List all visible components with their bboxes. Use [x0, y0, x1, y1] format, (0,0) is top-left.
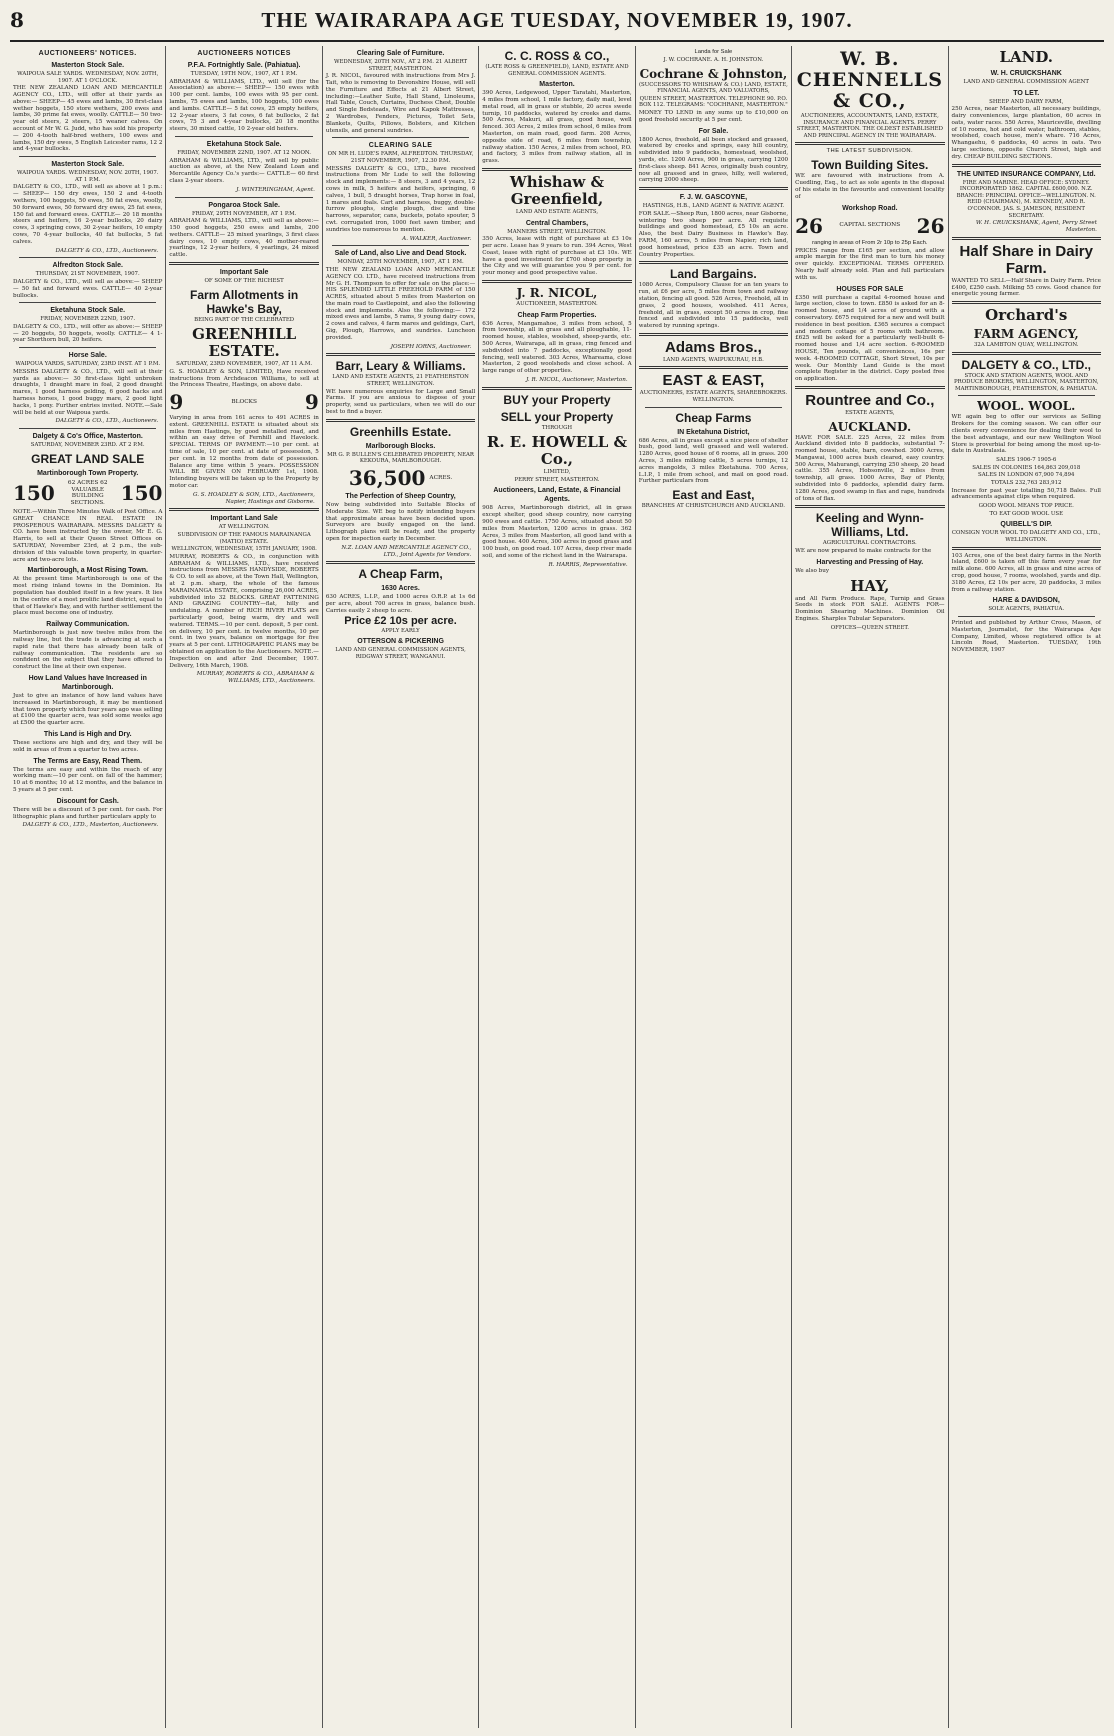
column-2	[166, 46, 322, 1728]
ad-headline: FARM AGENCY,	[973, 327, 1079, 342]
ad-body: WE again beg to offer our services as Selling Brokers for the coming season. We can offer our clients every convenience for dealing their wool to the best advantage, and our new Wellington Wool Store is proverbial for being among the most up-to-date in Australasia.	[951, 414, 1101, 455]
ad-subtitle: HASTINGS, H.B., LAND AGENT & NATIVE AGENT.	[642, 203, 785, 210]
ad-body: 686 Acres, all in grass except a nice piece of shelter bush, good land, well grassed and well watered. 1280 Acres, good house of 6 rooms, all in grass. 200 Acres, 3 miles milking cattle, 5 acres turnips, 12 acres mangolds, 3 miles Eketahuna. 700 Acres, L.I.P., 1 mile from school, and mail on good road. Further particulars from	[638, 437, 789, 485]
ad-body: MONEY TO LEND in any sums up to £10,000 on good freehold security at 5 per cent.	[638, 109, 789, 123]
ad-subtitle: AGRICULTURAL CONTRACTORS.	[822, 540, 917, 547]
column-7	[949, 46, 1104, 1728]
divider	[332, 245, 469, 246]
ad-headline: LAND.	[999, 48, 1054, 66]
firm-name: Rountree and Co.,	[805, 391, 935, 409]
divider	[639, 261, 788, 264]
section-heading: Landa for Sale	[694, 49, 733, 55]
ad-title: P.F.A. Fortnightly Sale. (Pahiatua).	[187, 62, 301, 69]
ad-headline: Workshop Road.	[842, 204, 898, 212]
column-4	[479, 46, 635, 1728]
column-3	[323, 46, 479, 1728]
firm-name: East and East,	[672, 488, 755, 503]
ad-title: Dalgety & Co's Office, Masterton.	[32, 433, 143, 441]
ad-subtitle: ranging in areas of From 2r 10p to 25p Each.	[812, 239, 928, 246]
ad-body: MESSRS DALGETY & CO., LTD., have received instructions from Mr Lude to sell the following stock and implements:— 8 steers, 3 and 4 years, 12 cows in milk, 5 heifers and heifers, springing, 6 calves, 1 bull, 5 draught horses, Trap horse in foal, 1 mares and foals. Cart and harness, buggy, double-furrow ploughs, single plough, disc and tine harrows, separator, cans, buckets, potato spouter, 5 cwt. corrugated iron, 1000 feet sawn timber, and sundries too numerous to mention.	[325, 165, 476, 233]
printer-imprint: Printed and published by Arthur Cross, Mason, of Masterton, Journalist, for the Wairarapa Age Company, Limited, whose registered office is at Lincoln Road, Masterton. TUESDAY, 19th NOVEMBER, 1907	[951, 619, 1101, 654]
masthead	[10, 0, 1104, 42]
ad-agent: DALGETY & CO., LTD., Masterton, Auctioneers.	[22, 822, 159, 829]
ad-body: MURRAY, ROBERTS & CO., in conjunction with ABRAHAM & WILLIAMS, LTD., have received instructions from MESSRS HANDYSIDE, ROBERTS & CO. to sell as above, at the Town Hall, Wellington, at 2 p.m. sharp, the whole of the famous MARAINANGA ESTATE, comprising 26,000 ACRES, subdivided into 32 BLOCKS. GREAT FATTENING AND GRAZING COUNTRY—flat, hilly and undulating. A number of RICH RIVER FLATS are particularly good, being warm, dry and well watered. TERMS.—10 per cent. deposit, 5 per cent. on delivery, 10 per cent. in twelve months, 10 per cent. in two years, balance on mortgage for five years at 5 per cent. LITHOGRAPHIC PLANS may be obtained on application to the Auctioneers. NOTE.—Inspection on and after 2nd December, 1907. Delivery, 16th March, 1908.	[169, 553, 319, 669]
ad-title: Martinborough, a Most Rising Town.	[27, 567, 148, 575]
divider	[326, 561, 475, 564]
firm-name: Cochrane & Johnston,	[639, 66, 788, 81]
divider	[326, 419, 475, 422]
ad-body: 1800 Acres, freehold, all been stocked and grassed, watered by creeks and springs, easy hill country, subdivided into 9 paddocks, homestead, woolshed, yards, etc. 1200 Acres, 900 in grass, carrying 1200 first-class sheep. 841 Acres, originally bush country, now all grassed and in grass, hilly, well watered, carrying 2000 sheep.	[638, 136, 789, 184]
ad-agent: JOSEPH IORNS, Auctioneer.	[390, 343, 472, 350]
ad-subtitle: THROUGH	[541, 424, 573, 431]
ad-headline: Auctioneers, Land, Estate, & Financial Agents.	[493, 487, 621, 504]
ad-title: Masterton Stock Sale.	[51, 62, 125, 69]
ad-headline: Martinborough Town Property.	[37, 469, 139, 477]
ad-subtitle: AUCTIONEER, MASTERTON.	[516, 300, 598, 307]
ad-headline: GREAT LAND SALE	[31, 451, 145, 466]
estate-name: GREENHILL ESTATE.	[192, 325, 297, 361]
ad-body: 636 Acres, Mangamahoe, 3 miles from school, 5 from township, all in grass and all ploughable, 11-roomed house, stables, woolshed, sheep-yards, etc. 500 Acres, Wairarapa, all in grass, ring fenced and subdivided into 7 paddocks, exceptionally good fencing, well watered. 303 Acres, Whareama, close Masterton, 2 good woolsheds and close school. A large range of other properties.	[482, 320, 632, 375]
divider	[958, 616, 1095, 617]
ad-agent: J. WINTERINGHAM, Agent.	[236, 186, 315, 193]
ad-body: FOR SALE.—Sheep Run, 1800 acres, near Gisborne, wintering two sheep per acre. All requisite buildings and good homestead, £5 10s an acre. Also, the best Dairy Business in Hawke's Bay. FARM, 160 acres, 5 miles from Napier; rich land, good homestead, price £35 an acre. Town and Country Properties.	[638, 210, 789, 258]
ad-subtitle: BEING PART OF THE CELEBRATED	[194, 316, 295, 323]
ad-body: 908 Acres, Martinborough district, all in grass except shelter, good sheep country, now carrying 900 ewes and cattle. 1750 Acres, situated about 50 miles from Masterton, 1200 acres in grass. 362 Acres, 3 miles from Masterton, all good land with a good house. 400 Acres, 300 acres in good grass and 100 bush, on good road. 107 Acres, deep river made soil, and some of the richest land in the Wairarapa.	[482, 505, 632, 560]
ad-headline: Masterton.	[539, 81, 575, 89]
ad-title: Important Sale	[219, 268, 269, 276]
ad-body: 103 Acres, one of the best dairy farms in the North Island, £600 is taken off this farm every year for milk alone. 600 Acres, all in grass and nine acres of crop, good house, 7 rooms, woolshed, yards and dip. 3180 Acres, £2 10s per acre, 20 paddocks, 3 miles from a railway station.	[951, 552, 1101, 593]
page-columns	[10, 46, 1104, 1728]
column-6	[792, 46, 948, 1728]
ad-subtitle: LAND AND ESTATE AGENTS, 21 FEATHERSTON STREET, WELLINGTON.	[332, 374, 469, 388]
ad-subtitle: LAND AND GENERAL COMMISSION AGENTS, RIDGWAY STREET, WANGANUI.	[335, 647, 466, 660]
ad-motto: GOOD WOOL MEANS TOP PRICE.	[978, 503, 1074, 510]
firm-name: Orchard's	[985, 306, 1068, 325]
column-5	[636, 46, 792, 1728]
table-row: SALES IN LONDON 67,900 74,894	[978, 472, 1075, 479]
ad-subtitle: CONSIGN YOUR WOOL TO DALGETY AND CO., LTD., WELLINGTON.	[951, 530, 1101, 544]
ad-subtitle: LAND AGENTS, WAIPUKURAU, H.B.	[662, 356, 764, 363]
ad-agent: R. HARRIS, Representative.	[548, 561, 628, 568]
ad-headline: AUCKLAND.	[828, 419, 912, 434]
divider	[332, 137, 469, 138]
divider	[175, 197, 312, 198]
ad-agent: N.Z. LOAN AND MERCANTILE AGENCY CO., LTD., Joint Agents for Vendors.	[341, 544, 472, 558]
blocks-label: BLOCKS	[231, 398, 257, 405]
ad-headline: HOUSES FOR SALE	[836, 285, 904, 293]
sale-date: WELLINGTON, WEDNESDAY, 15TH JANUARY, 1908.	[171, 546, 317, 553]
ad-body: WE are now prepared to make contracts for the	[795, 548, 932, 555]
ad-title: A Cheap Farm,	[358, 567, 443, 582]
ad-title: Horse Sale.	[68, 352, 107, 360]
firm-name: Adams Bros.,	[665, 338, 762, 356]
sections-label: CAPITAL SECTIONS	[839, 222, 901, 229]
divider	[19, 347, 156, 348]
ad-body: ABRAHAM & WILLIAMS, LTD., will sell (for the Association) as above:— SHEEP— 150 ewes with 100 per cent. lambs, 100 ewes with 95 per cent. lambs, 75 ewes and lambs, 100 hoggets, 100 ewes and lambs. CATTLE— 5 fat cows, 25 empty heifers, 12 2-year steers, 3 fat cows, 6 fat bullocks, 2 fat cows, 75 3 and 4-year bullocks, 20 18 months steers, 30 mixed cattle, 10 2-year old heifers.	[169, 78, 319, 133]
ad-subtitle: MANNERS STREET, WELLINGTON.	[507, 228, 607, 235]
ad-title: Important Land Sale	[210, 515, 278, 523]
firm-name: Barr, Leary & Williams.	[335, 359, 466, 374]
divider	[958, 395, 1095, 396]
firm-name: W. H. CRUICKSHANK	[990, 70, 1062, 77]
ad-body: THE NEW ZEALAND LOAN AND MERCANTILE AGENCY CO., LTD., will offer at their yards as above:— SHEEP— 45 ewes and lambs, 30 first-class wether hoggets, 150 store wethers, 200 ewes and lambs, 30 prime fat ewes, woolly. CATTLE— 50 two-year old steers, 2 steers, 15 weaner calves. On account of Mr W. G. Judd, who has sold his property— 200 4-tooth half-bred wethers, 100 ewes and lambs, 150 dry ewes, 5 English Leicester rams, 12 2 and 4-year bullocks.	[13, 85, 163, 153]
ad-body: HAVE FOR SALE. 225 Acres, 22 miles from Auckland divided into 8 paddocks, substantial 7-roomed house, stable, barn, cowshed. 3000 Acres, Mangawai, 1000 acres bush cleared, easy country. 500 Acres, Mahurangi, carrying 250 sheep, 20 head cattle. 355 Acres, Hobsonville, 2 miles from township, all grass. 1000 Acres, Bay of Plenty, subdivided into 6 paddocks, splendid dairy farm. 1280 Acres, good swamp in flax and rape, hundreds of tons of flax.	[795, 434, 945, 502]
acreage-label: ACRES.	[429, 474, 453, 481]
ad-subtitle: WAIPOUA YARDS. WEDNESDAY, NOV. 20TH, 1907. AT 1 P.M.	[16, 170, 159, 183]
firm-name: Whishaw & Greenfield,	[509, 172, 605, 208]
acreage-row	[326, 467, 475, 489]
ad-body: There will be a discount of 5 per cent. for cash. For lithographic plans and further particulars apply to	[13, 806, 163, 820]
divider	[795, 386, 944, 389]
ad-body: Just to give an instance of how land values have increased in Martinborough, it may be mentioned that town property which four years ago was selling at £100 the quarter acre, was sold some weeks ago at £500 the quarter acre.	[13, 692, 163, 727]
divider	[482, 168, 631, 171]
ad-headline: For Sale.	[698, 127, 729, 135]
divider	[19, 257, 156, 258]
divider	[795, 142, 944, 145]
ad-headline: Central Chambers,	[525, 219, 589, 227]
blocks-row	[169, 391, 318, 413]
ad-title: CLEARING SALE	[368, 142, 433, 150]
ad-body: G. S. HOADLEY & SON, LIMITED, Have received instructions from Archdeacon Williams, to sell at the Princess Theatre, Hastings, on above date.	[169, 368, 319, 389]
divider	[175, 136, 312, 137]
ad-subtitle: LAND AND GENERAL COMMISSION AGENT	[963, 79, 1089, 85]
ad-subtitle: MR G. P. BULLEN'S CELEBRATED PROPERTY, NEAR KEKOURA, MARLBOROUGH.	[327, 451, 474, 465]
page-number: 8	[10, 8, 24, 32]
ad-title: Eketahuna Stock Sale.	[50, 307, 126, 315]
ad-body: DALGETY & CO., LTD., will offer as above:— SHEEP— 20 hoggets, 50 hoggets, woolly. CATTLE— 4 1-year Shorthorn bull, 20 heifers.	[13, 323, 163, 344]
ad-title: Masterton Stock Sale.	[51, 161, 125, 169]
sections-number: 26	[795, 213, 823, 238]
ad-body: ABRAHAM & WILLIAMS, LTD., will sell by public auction as above, at the New Zealand Loan and Mercantile Agency Co.'s yards:— CATTLE— 60 first class 2-year steers.	[169, 157, 319, 184]
divider	[645, 407, 782, 408]
ad-title: Clearing Sale of Furniture.	[356, 50, 445, 57]
divider	[952, 352, 1101, 355]
divider	[326, 353, 475, 356]
ad-subtitle: AT WELLINGTON.	[218, 524, 270, 531]
acreage-number: 150	[13, 481, 55, 506]
section-heading: AUCTIONEERS NOTICES	[197, 50, 291, 57]
ad-subtitle: SATURDAY, NOVEMBER 23RD. AT 2 P.M.	[30, 442, 145, 449]
ad-body: DALGETY & CO., LTD., will sell as above:— SHEEP— 50 fat and forward ewes. CATTLE— 40 2-year bullocks.	[13, 278, 163, 299]
ad-subtitle: WAIPOUA SALE YARDS. WEDNESDAY, NOV. 20TH, 1907. AT 1 O'CLOCK.	[17, 71, 159, 84]
divider	[639, 333, 788, 336]
ad-subtitle: BRANCHES AT CHRISTCHURCH AND AUCKLAND.	[641, 503, 786, 510]
firm-name: Keeling and Wynn-Williams, Ltd.	[815, 511, 924, 540]
divider	[952, 237, 1101, 240]
ad-agent: W. H. CRUICKSHANK, Agent, Perry Street Masterton.	[975, 220, 1097, 233]
firm-name: EAST & EAST,	[662, 372, 765, 390]
divider	[639, 366, 788, 369]
ad-body: DALGETY & CO., LTD., will sell as above at 1 p.m.:— SHEEP— 150 dry ewes, 150 2 and 4-tooth wethers, 100 hoggets, 50 ewes, 50 fat ewes, woolly, 50 forward ewes, 50 forward dry ewes, 25 fat ewes, 150 fat and forward ewes. CATTLE— 20 18 months steers and heifers, 16 2-year bullocks, 20 dairy cows, 3 springing cows, 30 2-year heifers, 10 empty cows, 70 4-year bullocks, 40 fat bullocks, 5 fat calves.	[13, 184, 163, 245]
table-header: SALES 1906-7 1905-6	[996, 457, 1057, 464]
divider	[19, 156, 156, 157]
ad-body: 630 ACRES, L.I.P., and 1000 acres O.R.P. at 1s 6d per acre, about 700 acres in grass, balance bush. Carries easily 2 sheep to acre.	[325, 594, 476, 614]
ad-title: How Land Values have Increased in Martinborough.	[28, 674, 147, 691]
ad-body: NOTE.—Within Three Minutes Walk of Post Office. A GREAT CHANCE IN REAL ESTATE IN PROSPEROUS WAIRARAPA. MESSRS DALGETY & CO. have been instructed by the owner, Mr E. G. Harris, to sell at their Queen Street Offices on SATURDAY, November 23rd, at 2 p.m., the sub-division of this valuable town property, in quarter-acre and two-acre lots.	[13, 509, 163, 563]
sections-row	[795, 215, 944, 237]
ad-subtitle: LIMITED,	[543, 469, 571, 476]
acreage-number: 36,500	[348, 466, 426, 491]
ad-title: Alfredton Stock Sale.	[52, 262, 123, 270]
ad-headline: HAY,	[850, 576, 890, 595]
ad-title: Greenhills Estate.	[349, 424, 452, 439]
ad-subtitle: ON MR H. LUDE'S FARM, ALFREDTON. THURSDAY, 21ST NOVEMBER, 1907, 12.30 P.M.	[327, 151, 474, 164]
ad-agent: G. S. HOADLEY & SON, LTD., Auctioneers, Napier, Hastings and Gisborne.	[192, 491, 315, 505]
ad-agent: OFFICES—QUEEN STREET.	[830, 624, 909, 631]
ad-price: Price £2 10s per acre.	[344, 614, 457, 627]
ad-title: This Land is High and Dry.	[43, 730, 132, 738]
ad-body: £350 will purchase a capital 4-roomed house and large section, close to town. £850 is asked for an 8-roomed house, and 1/4 acres of ground with a conservatory. £675 required for a new and well built residence in best position. £365 secures a compact and modern cottage of 5 rooms with bathroom. £625 will be asked for a particularly well-built 6-roomed house and 1/4 acre section. 6-ROOMED HOUSE, Ten pounds, all conveniences, 16s per week. 4-ROOMED COTTAGE, Short Street, 10s per week. Our Monthly Land Guide is the most complete Register in the district. Copy posted free on application.	[795, 294, 945, 383]
ad-subtitle: PERRY STREET, MASTERTON.	[514, 476, 600, 483]
firm-name: HARE & DAVIDSON,	[992, 597, 1060, 605]
ad-headline: SELL your Property	[500, 409, 614, 424]
ad-body: 1080 Acres, Compulsory Clause for an ten years to run, at £6 per acre, 5 miles from town and railway station, fencing all good. 526 Acres, Freehold, all in grass, 2 good houses, woolshed. 411 Acres, freehold, all in grass, except 50 acres in crop, fine fenced and subdivided into 15 paddocks, well watered by running springs.	[638, 282, 789, 330]
ad-body: PRICES range from £165 per section, and allow ample margin for the first man to turn his money over quickly. EXCEPTIONAL TERMS OFFERED. Nearly half already sold. Plan and full particulars with us.	[795, 247, 945, 281]
ad-subtitle: FRIDAY, NOVEMBER 22ND, 1907. AT 12 NOON.	[177, 149, 311, 156]
ad-headline: Land Bargains.	[670, 267, 757, 282]
column-1	[10, 46, 166, 1728]
ad-body: 350 Acres, lease with right of purchase at £3 10s per acre. Lease has 9 years to run. 394 Acres, West Coast, lease with right of purchase at £3 10s. WE have a good investment for £700 shop property in the City and we will guarantee you 9 per cent. for your money and good prospective value.	[482, 236, 632, 277]
ad-headline: Farm Allotments in Hawke's Bay,	[190, 287, 299, 316]
ad-title: The Terms are Easy, Read Them.	[33, 757, 143, 765]
ad-body: 390 Acres, Ledgewood, Upper Taratahi, Masterton, 4 miles from school, 1 mile factory, daily mail, level metal road, all in grass or stubble, 20 acres swede turnip, 10 paddocks, watered by creeks and dams. 500 Acres, Makuri, all grass, good house, well fenced. 303 Acres, 2 miles from school, 6 miles from Masterton, on main road, good farm. 208 Acres, opposite side of road, 6 miles from township, railway station. 150 Acres, 2 miles from school, P.O. and factory, 3 miles from railway station, all in grass.	[482, 90, 632, 165]
divider	[19, 428, 156, 429]
table-row: TOTALS 232,763 283,912	[990, 480, 1062, 487]
divider	[482, 387, 631, 390]
divider	[952, 301, 1101, 304]
ad-subtitle: TO EAT GOOD WOOL USE	[989, 510, 1064, 517]
ad-subtitle: ESTATE AGENTS,	[845, 409, 895, 416]
firm-name: OTTERSON & PICKERING	[357, 638, 444, 646]
ad-body: J. R. NICOL, favoured with instructions from Mrs J. Tait, who is removing to Devonshire House, will sell the Furniture and Effects at 21 Albert Street, including:—Leather Suite, Hall Stand, Linoleums, Hall Table, Couch, Curtains, Duchess Chest, Double and Single Bedsteads, Wire and Kapok Mattresses, 2 Wardrobes, Fenders, Pictures, Toilet Sets, Blankets, Quilts, Pillows, Bolsters, and Kitchen utensils, and general sundries.	[325, 73, 476, 134]
ad-subtitle: THURSDAY, 21ST NOVEMBER, 1907.	[35, 271, 140, 278]
firm-name: DALGETY & CO., LTD.,	[961, 357, 1092, 372]
ad-title: Sale of Land, also Live and Dead Stock.	[334, 250, 467, 258]
ad-headline: Marlborough Blocks.	[365, 442, 436, 450]
ad-subtitle: (LATE ROSS & GREENFIELD), LAND, ESTATE AND GENERAL COMMISSION AGENTS.	[485, 64, 629, 77]
ad-headline: Town Building Sites.	[811, 158, 929, 173]
ad-subtitle: LAND AND ESTATE AGENTS,	[515, 208, 599, 215]
ad-address: QUEEN STREET, MASTERTON. TELEPHONE 90. P.O. BOX 112. TELEGRAMS: "COCHRANE, MASTERTON."	[639, 95, 788, 109]
ad-subtitle: THE LATEST SUBDIVISION.	[826, 148, 914, 155]
ad-agent: A. WALKER, Auctioneer.	[402, 235, 472, 242]
ad-headline: WOOL. WOOL.	[977, 399, 1076, 414]
ad-subtitle: AUCTIONEERS, ACCOUNTANTS, LAND, ESTATE, INSURANCE AND FINANCIAL AGENTS. PERRY STREET, MASTERTON. THE OLDEST ESTABLISHED AND PRINCIPAL AGENCY IN THE WAIRARAPA.	[796, 113, 943, 139]
ad-body: We also buy	[795, 567, 829, 574]
ad-body: WANTED TO SELL—Half Share in Dairy Farm. Price £400, £250 cash. Milking 55 cows. Good chance for energetic young farmer.	[951, 277, 1101, 298]
ad-subtitle: SOLE AGENTS, PAHIATUA.	[988, 606, 1065, 613]
firm-name: THE UNITED INSURANCE COMPANY, Ltd.	[956, 170, 1096, 178]
blocks-number: 9	[304, 390, 319, 415]
sale-date: SATURDAY, 23RD NOVEMBER, 1907, AT 11 A.M.	[176, 361, 313, 368]
firm-name: W. B. CHENNELLS & CO.,	[796, 48, 943, 112]
ad-subtitle: OF SOME OF THE RICHEST	[204, 277, 284, 284]
divider	[952, 547, 1101, 550]
ad-agent: J. R. NICOL, Auctioneer, Masterton.	[526, 376, 628, 383]
ad-body: Martinborough is just now twelve miles from the railway line, but the trade is advancing at such a rapid rate that there has already been talk of railway communication. The residents are so confident on the subject that they have offered to construct the line at their own expense.	[13, 630, 163, 671]
firm-name: C. C. ROSS & CO.,	[504, 49, 610, 63]
ad-subtitle: AUCTIONEERS, ESTATE AGENTS, SHAREBROKERS. WELLINGTON.	[639, 390, 788, 404]
ad-headline: Cheap Farm Properties.	[517, 311, 597, 319]
ad-subtitle: STOCK AND STATION AGENTS, WOOL AND PRODUCE BROKERS, WELLINGTON, MASTERTON, MARTINBOROUGH, FEATHERSTON, & PAHIATUA.	[954, 372, 1099, 392]
ad-body: Now being subdivided into Suitable Blocks of Moderate Size. WE beg to notify intending buyers that approximate areas have been decided upon. Surveyors are busily engaged on the land. Lithograph plans will be ready, and the property open for inspection early in December.	[325, 502, 476, 543]
ad-agent: DALGETY & CO., LTD., Auctioneers.	[55, 247, 159, 254]
ad-body: MESSRS DALGETY & CO., LTD., will sell at their yards as above:— 30 first-class light unbroken draughts, 1 draught mare in foal, 2 good draught mares, 1 good harness gelding, 6 good hacks and harness horses, 1 good buggy mare, 2 good light hacks, 1 pony. Further entries invited. NOTE.—Sale will be held at our Waipoua yards.	[13, 368, 163, 416]
ad-subtitle: J. W. COCHRANE. A. H. JOHNSTON.	[663, 57, 764, 63]
divider	[19, 302, 156, 303]
ad-body: WE have numerous enquiries for Large and Small Farms. If you are anxious to dispose of your property, send us particulars, when we will do our best to find a buyer.	[325, 388, 476, 416]
divider	[639, 187, 788, 190]
ad-headline: TO LET.	[1013, 89, 1040, 97]
firm-name: F. J. W. GASCOYNE,	[679, 194, 748, 202]
ad-headline: BUY your Property	[503, 392, 611, 407]
divider	[169, 262, 318, 265]
ad-body: WE are favoured with instructions from A. Cuedling, Esq., to act as sole agents in the disposal of his estate in the favourite and convenient locality of	[795, 173, 945, 200]
ad-body: ABRAHAM & WILLIAMS, LTD., will sell as above:— 150 good hoggets, 250 ewes and lambs, 200 wethers. CATTLE— 25 mixed yearlings, 3 first class dairy cows, 10 empty cows, 40 mother-reared yearlings, 12 2-year heifers, 4 yearlings, 24 mixed cattle.	[169, 218, 319, 259]
ad-body: THE NEW ZEALAND LOAN AND MERCANTILE AGENCY CO. LTD., have received instructions from Mr G. H. Thompson to offer for sale on the place:— HIS SPLENDID LITTLE FREEHOLD FARM of 150 ACRES, situated about 5 miles from Masterton on the main road to Castlepoint, and also the following stock and implements. Also the following:— 172 mixed ewes and lambs, 5 rams, 9 young dairy cows, 2 cows and calves, 4 farm mares and geldings, Cart, Gig, Plough, Harrows, and sundries. Luncheon provided.	[325, 266, 476, 341]
section-heading: AUCTIONEERS' NOTICES.	[38, 50, 137, 57]
ad-subtitle: IN Eketahuna District,	[677, 428, 750, 436]
ad-subtitle: 1630 Acres.	[381, 585, 420, 593]
divider	[795, 505, 944, 508]
ad-tagline: The Perfection of Sheep Country,	[345, 493, 456, 501]
ad-agent: DALGETY & CO., LTD., Auctioneers.	[55, 418, 159, 425]
product-name: QUIBELL'S DIP.	[1000, 521, 1053, 529]
ad-body: 250 Acres, near Masterton, all necessary buildings, dairy conveniences, large plantation, 60 acres in oats, water races. 550 Acres, Mauriceville, dwelling of 10 rooms, hot and cold water, bathroom, stables, woolshed, coach house, men's whare. 716 Acres, Whangaehu, 6 paddocks, 40 acres in oats. Two large sections, opposite Church Street, high and dry. CHEAP BUILDING SECTIONS.	[951, 106, 1101, 160]
ad-title: Discount for Cash.	[56, 797, 119, 805]
ad-subtitle: FIRE AND MARINE. HEAD OFFICE: SYDNEY. INCORPORATED 1862. CAPITAL £600,000. N.Z. BRANCH: PRINCIPAL OFFICE—WELLINGTON. N. REID (CHAIRMAN), M. KENNEDY, AND R. O'CONNOR. JAS. S. JAMESON, RESIDENT SECRETARY.	[956, 179, 1096, 219]
acreage-number: 150	[120, 481, 163, 506]
sections-number: 26	[916, 213, 945, 238]
ad-headline: Half Share in Dairy Farm.	[959, 242, 1093, 277]
table-row: SALES IN COLONIES 164,863 209,018	[972, 464, 1081, 471]
ad-subtitle: FRIDAY, NOVEMBER 22ND, 1907.	[40, 316, 136, 323]
acreage-row	[13, 480, 162, 507]
newspaper-title: THE WAIRARAPA AGE TUESDAY, NOVEMBER 19, 1907.	[261, 7, 853, 32]
ad-subtitle: MONDAY, 25TH NOVEMBER, 1907, AT 1 P.M.	[337, 259, 464, 266]
ad-subtitle: SUBDIVISION OF THE FAMOUS MARAINANGA (MATIO) ESTATE.	[177, 532, 311, 545]
firm-name: R. E. HOWELL & Co.,	[486, 433, 628, 469]
ad-subtitle: WEDNESDAY, 20TH NOV., AT 2 P.M. 21 ALBERT STREET, MASTERTON.	[333, 59, 468, 72]
ad-body: Varying in area from 161 acres to 491 ACRES in extent. GREENHILL ESTATE is situated about six miles from Hastings, by good metalled road, and within an easy drive of Fernhill and Havelock. SPECIAL TERMS OF PAYMENT:—10 per cent. at time of sale, 10 per cent. at date of possession, 5 per cent. in 12 months from date of possession. Balance any time within 5 years. POSSESSION WILL BE GIVEN ON FEBRUARY 1st, 1908. Intending buyers will be taken up to the Property by motor car.	[169, 415, 319, 490]
ad-subtitle: FRIDAY, 29TH NOVEMBER, AT 1 P.M.	[191, 210, 297, 217]
ad-title: Eketahuna Stock Sale.	[206, 140, 282, 148]
ad-body: Increase for past year totalling 50,718 Bales. Full advancements against clips when required.	[951, 487, 1101, 501]
ad-subtitle: (SUCCESSORS TO WHISHAW & CO.) LAND, ESTATE, FINANCIAL AGENTS, AND VALUATORS,	[638, 81, 788, 95]
ad-agent: MURRAY, ROBERTS & CO., ABRAHAM & WILLIAMS, LTD., Auctioneers.	[196, 671, 315, 685]
ad-body: At the present time Martinborough is one of the most rising inland towns in the Dominion. Its population has doubled itself in a few years. It lies in the centre of a most prolific land district, equal to that of Hawke's Bay, and with further settlement the place must become one of industry.	[13, 576, 163, 617]
ad-subtitle: WAIPOUA YARDS, SATURDAY, 23RD INST. AT 1 P.M.	[15, 361, 161, 368]
divider	[169, 508, 318, 511]
ad-body: and All Farm Produce. Rape, Turnip and Grass Seeds in stock FOR SALE. AGENTS FOR— Dominion Shearing Machines. Dominion Oil Engines. Sharples Tubular Separators.	[795, 595, 945, 623]
ad-subtitle: SHEEP AND DAIRY FARM,	[989, 98, 1064, 105]
ad-body: The terms are easy and within the reach of any working man:—10 per cent. on fall of the hammer; 10 at 6 months; 10 at 12 months, and the balance in 5 years at 5 per cent.	[13, 766, 163, 793]
divider	[482, 280, 631, 283]
ad-title: Railway Communication.	[46, 621, 130, 629]
divider	[952, 164, 1101, 167]
ad-body: These sections are high and dry, and they will be sold in areas of from a quarter to two acres.	[13, 739, 163, 753]
ad-title: Pongaroa Stock Sale.	[208, 201, 280, 209]
ad-subtitle: TUESDAY, 19TH NOV., 1907, AT 1 P.M.	[190, 71, 298, 77]
firm-name: J. R. NICOL,	[516, 285, 598, 300]
ad-headline: Cheap Farms	[675, 410, 752, 425]
acreage-label: 62 ACRES 62 VALUABLE BUILDING SECTIONS.	[67, 479, 108, 507]
ad-subtitle: APPLY EARLY	[381, 627, 420, 634]
ad-headline: Harvesting and Pressing of Hay.	[816, 558, 924, 566]
blocks-number: 9	[169, 390, 184, 415]
ad-address: 32A LAMBTON QUAY, WELLINGTON.	[973, 342, 1079, 349]
